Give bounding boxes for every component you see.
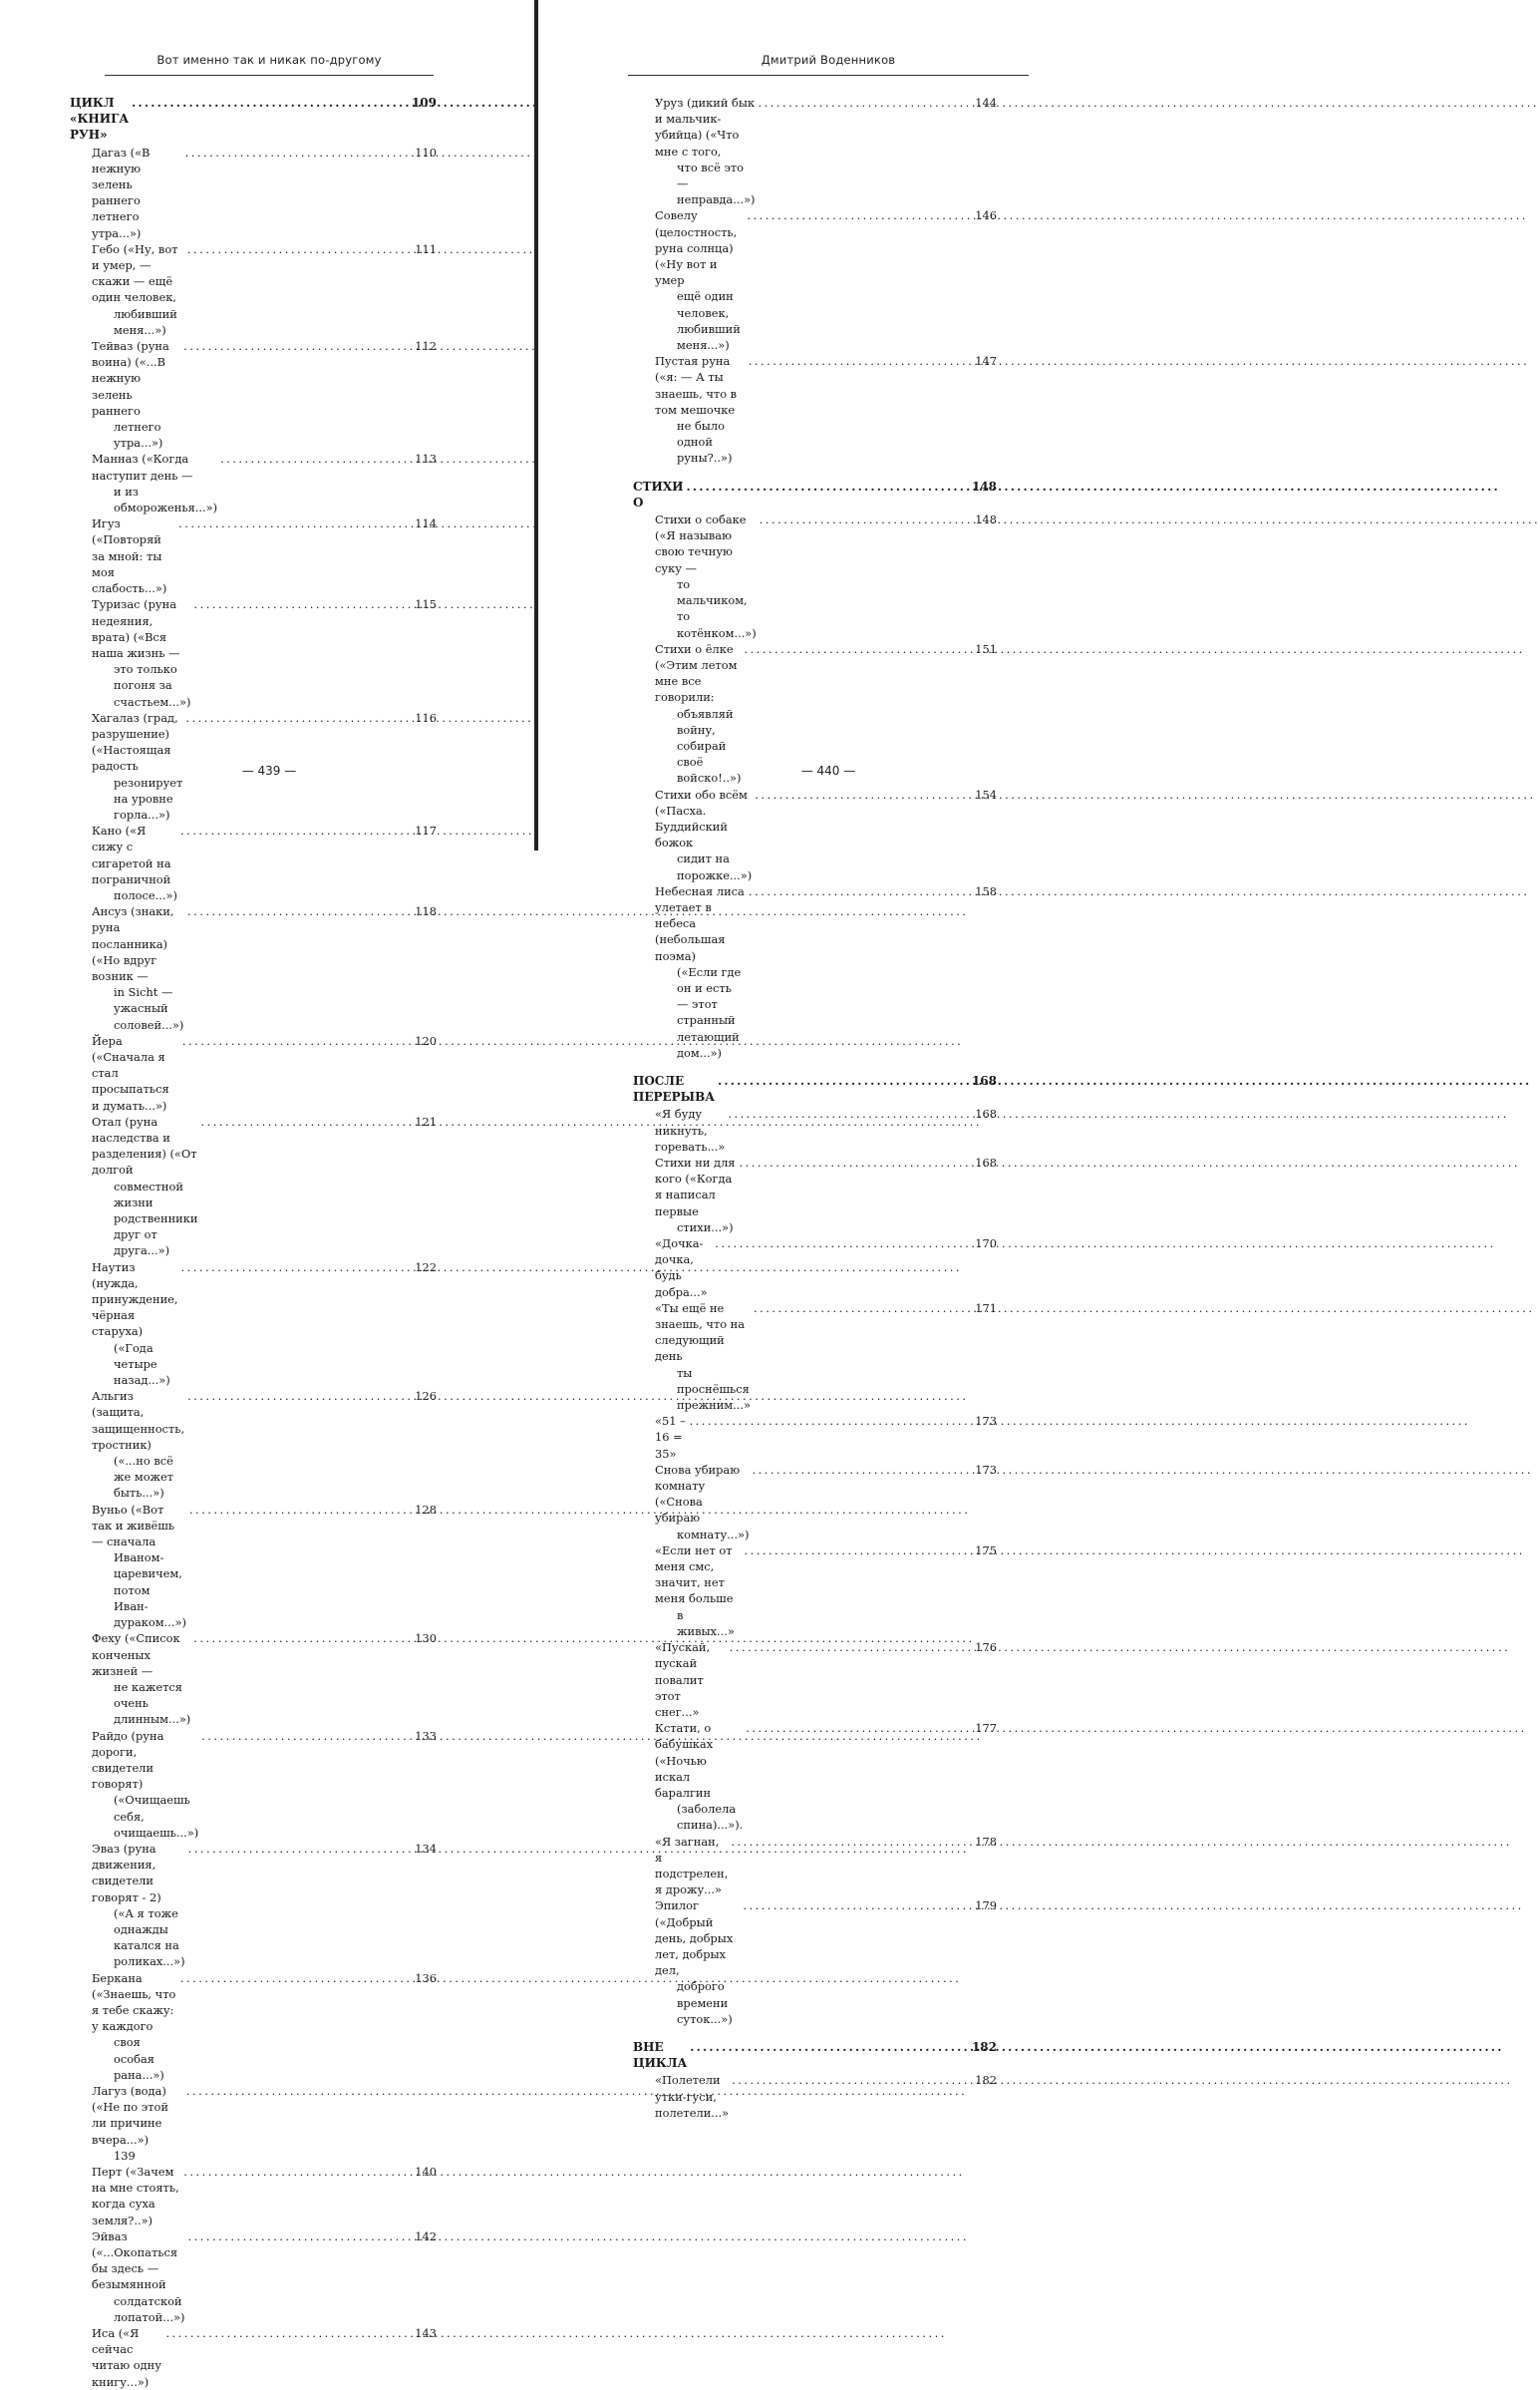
- toc-entry-page: 126: [415, 1389, 437, 1404]
- toc-entry: [70, 2325, 437, 2390]
- toc-entry: [633, 95, 997, 207]
- toc-entry-line: не кажется очень длинным...»): [114, 1679, 191, 1727]
- toc-entry-line: Дагаз («В нежную зелень раннего летнего утра...»): [92, 145, 151, 240]
- toc-entry: [633, 1106, 997, 1155]
- toc-entry: [633, 2072, 997, 2121]
- toc-leader-dots: [178, 515, 412, 531]
- toc-entry-line: стихи...»): [677, 1219, 734, 1234]
- toc-leader-dots: [187, 1388, 412, 1404]
- toc-entry-line: («Если где он и есть — этот странный летающий: [677, 964, 742, 1044]
- toc-entry-line: («Очищаешь себя, очищаешь...»): [114, 1793, 199, 1840]
- toc-entry-title: [655, 1462, 750, 1542]
- toc-leader-dots: [743, 1897, 972, 1913]
- toc-entry: [633, 1235, 997, 1300]
- toc-entry-line: комнату...»): [677, 1527, 750, 1541]
- toc-entry-page: 134: [415, 1841, 437, 1856]
- toc-entry-line: Тейваз (руна воина) («...В нежную зелень раннего: [92, 339, 169, 418]
- toc-section-page: 109: [411, 96, 437, 110]
- toc-leader-dots: [686, 479, 968, 495]
- toc-entry: [70, 596, 437, 709]
- toc-leader-dots: [747, 207, 972, 223]
- toc-entry-line: Кстати, о бабушках («Ночью искал баралгин: [655, 1721, 714, 1800]
- toc-section: [633, 1073, 997, 2027]
- toc-entry-title: [655, 2072, 729, 2121]
- toc-entry-page: 114: [415, 516, 437, 531]
- toc-entry: [633, 512, 997, 641]
- toc-entry-line: то мальчиком, то котёнком...»): [677, 576, 757, 640]
- toc-leader-dots: [753, 1462, 973, 1478]
- toc-entry-line: («Года четыре назад...»): [114, 1340, 170, 1388]
- toc-leader-dots: [180, 1970, 412, 1986]
- toc-entry-page: 182: [975, 2073, 997, 2088]
- toc-leader-dots: [181, 1259, 413, 1275]
- toc-entry-title: [655, 1300, 751, 1413]
- toc-section-title: ВНЕ ЦИКЛА: [633, 2039, 688, 2071]
- toc-entry-title: [655, 1639, 727, 1720]
- toc-entry-line: Стихи ни для кого («Когда я написал первые: [655, 1156, 736, 1218]
- toc-leader-dots: [220, 451, 412, 467]
- toc-section-title: ЦИКЛ «КНИГА РУН»: [70, 96, 130, 143]
- toc-leader-dots: [740, 1155, 973, 1171]
- toc-entry-page: 168: [975, 1156, 997, 1170]
- toc-entry-line: «Пускай, пускай повалит этот снег...»: [655, 1640, 711, 1719]
- toc-leader-dots: [188, 2228, 413, 2244]
- toc-leader-dots: [180, 823, 412, 839]
- toc-entry-line: и из обмороженья...»): [114, 484, 218, 515]
- toc-entry-line: Кано («Я сижу с сигаретой на пограничной: [92, 824, 171, 886]
- toc-entry: [70, 241, 437, 338]
- toc-leader-dots: [759, 95, 973, 111]
- toc-entry-page: 178: [975, 1834, 997, 1849]
- toc-entry: [70, 1970, 437, 2083]
- toc-entry-line: Перт («Зачем на мне стоять, когда суха земля?..»): [92, 2165, 179, 2227]
- toc-entry-title: [92, 241, 184, 338]
- toc-entry-page: 147: [975, 354, 997, 369]
- toc-entry-title: [92, 596, 190, 709]
- left-page-number: — 439 —: [241, 764, 297, 778]
- toc-section-page: 148: [971, 479, 997, 494]
- toc-entry-title: [92, 2083, 183, 2148]
- toc-entry-title: [92, 823, 177, 903]
- toc-entry-page: 136: [415, 1970, 437, 1985]
- toc-entry-line: «Дочка-дочка, будь добра...»: [655, 1236, 708, 1299]
- right-head-rule: [628, 75, 1029, 76]
- toc-entry-line: Игуз («Повторяй за мной: ты моя слабость...»): [92, 516, 167, 596]
- toc-entry-page: 110: [415, 145, 437, 160]
- toc-entry-title: [92, 1114, 197, 1259]
- toc-entry-line: in Sicht — ужасный соловей...»): [114, 985, 184, 1032]
- toc-entry-title: [655, 1542, 741, 1639]
- toc-leader-dots: [728, 1106, 972, 1122]
- toc-entry: [70, 903, 437, 1033]
- toc-entry-page: 179: [975, 1898, 997, 1913]
- toc-entry-page: 144: [975, 96, 997, 110]
- toc-section-page: 182: [971, 2039, 997, 2054]
- toc-leader-dots: [193, 596, 412, 612]
- toc-entry-page: 146: [975, 208, 997, 223]
- toc-leader-dots: [715, 1235, 972, 1251]
- toc-entry-line: это только погоня за счастьем...»): [114, 662, 191, 709]
- toc-entry-title: [92, 2164, 180, 2228]
- toc-entry-page: 176: [975, 1640, 997, 1655]
- toc-entry-page: 177: [975, 1721, 997, 1736]
- toc-entry-title: [655, 1897, 740, 2027]
- toc-entry-title: [92, 451, 217, 515]
- toc-leader-dots: [749, 883, 972, 899]
- left-page: [0, 0, 534, 2389]
- toc-entry-line: летнего утра...»): [114, 420, 163, 451]
- toc-entry-line: Туризас (руна недеяния, врата) («Вся наша жизнь —: [92, 597, 180, 660]
- toc-entry-page: 142: [415, 2228, 437, 2243]
- toc-entry-line: Эпилог («Добрый день, добрых лет, добрых дел,: [655, 1898, 734, 1978]
- toc-entry-page: 115: [415, 597, 437, 612]
- toc-entry: [633, 1462, 997, 1542]
- toc-entry-line: Стихи о ёлке («Этим летом мне все говорили:: [655, 641, 738, 705]
- toc-entry: [70, 338, 437, 451]
- toc-entry-page: 121: [415, 1114, 437, 1129]
- toc-entry-page: 154: [975, 787, 997, 802]
- toc-entry-line: Стихи о собаке («Я называю свою течную суку —: [655, 512, 747, 575]
- toc-entry-line: ещё один человек, любивший меня...»): [677, 289, 741, 353]
- toc-entry-line: что всё это — неправда...»): [677, 160, 756, 207]
- toc-entry-line: Эваз (руна движения, свидетели говорят - 2): [92, 1841, 161, 1904]
- toc-entry-title: [655, 207, 744, 353]
- toc-leader-dots: [749, 353, 972, 369]
- toc-entry-page: 173: [975, 1462, 997, 1477]
- toc-entry-title: [655, 787, 752, 883]
- toc-entry-title: [92, 515, 175, 596]
- toc-entry-page: 118: [415, 904, 437, 919]
- toc-entry-page: 143: [415, 2326, 437, 2341]
- toc-entry: [633, 207, 997, 353]
- toc-entry-page: 168: [975, 1107, 997, 1122]
- toc-leader-dots: [755, 787, 972, 803]
- toc-entry: [70, 823, 437, 903]
- left-table-of-contents: [70, 95, 437, 2390]
- toc-entry-line: Манназ («Когда наступит день —: [92, 452, 193, 483]
- toc-leader-dots: [193, 1630, 412, 1646]
- toc-leader-dots: [132, 95, 409, 111]
- toc-entry-line: совместной жизни родственники друг от друга...»): [114, 1179, 198, 1258]
- toc-entry-title: [92, 1259, 178, 1389]
- toc-entry-page: 116: [415, 710, 437, 725]
- toc-entry-line: доброго времени суток...»): [677, 1979, 733, 2026]
- toc-entry-line: «51 – 16 = 35»: [655, 1414, 686, 1461]
- toc-section-title: СТИХИ О: [633, 479, 684, 510]
- toc-entry-page: 112: [415, 339, 437, 354]
- toc-entry-page: 113: [415, 452, 437, 467]
- toc-entry-line: «Если нет от меня смс, значит, нет меня больше: [655, 1542, 734, 1606]
- toc-leader-dots: [744, 641, 972, 657]
- toc-entry-page: 173: [975, 1414, 997, 1429]
- toc-entry: [70, 1841, 437, 1970]
- toc-entry-page: 117: [415, 824, 437, 839]
- toc-entry-line: Гебо («Ну, вот и умер, — скажи — ещё один человек,: [92, 241, 178, 305]
- left-head-rule: [105, 75, 434, 76]
- toc-entry-line: Наутиз (нужда, принуждение, чёрная старуха): [92, 1259, 178, 1339]
- toc-leader-dots: [201, 1728, 412, 1744]
- toc-leader-dots: [200, 1114, 412, 1130]
- toc-section-heading: [633, 1073, 997, 1105]
- toc-entry-line: любивший меня...»): [114, 306, 177, 337]
- toc-entry-line: Вуньо («Вот так и живёшь — сначала: [92, 1502, 175, 1549]
- toc-section-heading: [633, 479, 997, 511]
- toc-leader-dots: [186, 2083, 434, 2099]
- toc-entry-page: 133: [415, 1728, 437, 1743]
- toc-section: [633, 2039, 997, 2121]
- toc-leader-dots: [187, 903, 412, 919]
- toc-leader-dots: [690, 1413, 973, 1429]
- right-page: [538, 0, 1075, 2120]
- toc-leader-dots: [183, 2164, 412, 2180]
- toc-entry-title: [655, 883, 746, 1061]
- toc-section-title: ПОСЛЕ ПЕРЕРЫВА: [633, 1073, 716, 1105]
- toc-entry: [70, 515, 437, 596]
- toc-entry-line: Отал (руна наследства и разделения) («От долгой: [92, 1114, 197, 1178]
- right-page-number: — 440 —: [800, 764, 856, 778]
- left-running-head: Вот именно так и никак по-другому: [156, 53, 382, 67]
- toc-entry-line: (заболела спина)...»).: [677, 1802, 744, 1833]
- toc-entry: [70, 1630, 437, 1727]
- toc-entry-line: Пустая руна («я: — А ты знаешь, что в том мешочке: [655, 354, 738, 417]
- toc-entry: [633, 1834, 997, 1898]
- toc-entry-title: [655, 353, 746, 466]
- toc-entry-line: Снова убираю комнату («Снова убираю: [655, 1462, 741, 1526]
- toc-entry: [633, 1542, 997, 1639]
- toc-leader-dots: [188, 1841, 413, 1857]
- toc-entry-title: [655, 95, 756, 207]
- toc-leader-dots: [183, 338, 412, 354]
- toc-entry-line: («А я тоже однажды катался на роликах...»): [114, 1905, 185, 1969]
- toc-entry-line: Йера («Сначала я стал просыпаться и думать...»): [92, 1033, 169, 1113]
- toc-leader-dots: [690, 2039, 969, 2055]
- toc-entry-title: [655, 512, 757, 641]
- right-table-of-contents: [633, 95, 997, 2121]
- toc-entry: [70, 1502, 437, 1631]
- toc-entry-title: [92, 1841, 185, 1970]
- toc-entry: [70, 2164, 437, 2228]
- toc-entry-title: [92, 2228, 185, 2325]
- toc-entry-title: [92, 1970, 177, 2083]
- toc-entry-title: [655, 1720, 743, 1833]
- toc-entry-page: 111: [415, 241, 437, 256]
- toc-entry-line: «Ты ещё не знаешь, что на следующий день: [655, 1300, 746, 1364]
- toc-entry-page: 120: [415, 1033, 437, 1048]
- toc-entry-line: («...но всё же может быть...»): [114, 1454, 174, 1501]
- toc-entry-line: сидит на порожке...»): [677, 852, 753, 882]
- toc-entry: [70, 1259, 437, 1389]
- toc-entry-line: Беркана («Знаешь, что я тебе скажу: у каждого: [92, 1970, 176, 2034]
- toc-entry-line: дом...»): [677, 1045, 723, 1060]
- toc-entry-line: полосе...»): [114, 887, 177, 902]
- toc-entry-title: [92, 1033, 179, 1114]
- toc-entry-line: в живых...»: [677, 1607, 735, 1638]
- toc-leader-dots: [746, 1720, 972, 1736]
- toc-entry-page: 151: [975, 641, 997, 656]
- toc-continued-entries: [633, 95, 997, 467]
- toc-entry: [633, 1897, 997, 2027]
- toc-entry-page: 148: [975, 512, 997, 527]
- toc-leader-dots: [718, 1073, 969, 1089]
- toc-entry: [633, 1413, 997, 1462]
- toc-section-heading: [70, 95, 437, 144]
- toc-leader-dots: [730, 1639, 972, 1655]
- toc-leader-dots: [189, 1502, 412, 1518]
- toc-entry-wrap: [70, 2083, 437, 2164]
- toc-entry-line: Хагалаз (град, разрушение) («Настоящая радость: [92, 710, 178, 774]
- toc-entry-line: Лагуз (вода) («Не по этой ли причине вчера...»): [92, 2083, 168, 2147]
- toc-entry-page: 140: [415, 2165, 437, 2179]
- toc-entry-title: [92, 903, 184, 1033]
- toc-entry-line: «Я буду никнуть, горевать...»: [655, 1107, 726, 1154]
- toc-entry-title: [92, 2325, 162, 2390]
- toc-entry-title: [655, 1155, 737, 1235]
- toc-leader-dots: [760, 512, 973, 527]
- toc-entry-line: Небесная лиса улетает в небеса (небольшая поэма): [655, 883, 745, 963]
- toc-entry: [633, 1300, 997, 1413]
- toc-entry-line: Райдо (руна дороги, свидетели говорят): [92, 1728, 164, 1792]
- toc-entry: [70, 451, 437, 515]
- toc-leader-dots: [187, 241, 412, 257]
- toc-section: [70, 95, 437, 2390]
- toc-entry: [633, 1720, 997, 1833]
- toc-entry-line: Альгиз (защита, защищенность, тростник): [92, 1389, 185, 1452]
- toc-entry-line: ты проснёшься прежним...»: [677, 1365, 751, 1413]
- toc-leader-dots: [732, 2072, 972, 2088]
- toc-entry-page: 171: [975, 1300, 997, 1315]
- toc-entry: [70, 145, 437, 241]
- toc-entry-line: Иваном-царевичем, потом Иван-дураком...»): [114, 1550, 186, 1630]
- toc-entry-title: [92, 1388, 184, 1501]
- toc-entry-page: 170: [975, 1236, 997, 1251]
- toc-entry-page: 130: [415, 1631, 437, 1646]
- toc-leader-dots: [731, 1834, 972, 1850]
- toc-entry: [70, 1388, 437, 1501]
- toc-entry: [70, 1114, 437, 1259]
- toc-entry-line: Совелу (целостность, руна солнца) («Ну вот и умер: [655, 208, 738, 288]
- toc-entry-title: [92, 338, 180, 451]
- toc-entry-line: Иса («Я сейчас читаю одну книгу...»): [92, 2326, 161, 2389]
- toc-entry-page: 122: [415, 1259, 437, 1274]
- toc-leader-dots: [185, 710, 412, 726]
- toc-entry: [633, 1155, 997, 1235]
- toc-entry-line: Феху («Список конченых жизней —: [92, 1631, 180, 1678]
- toc-entry: [633, 353, 997, 466]
- toc-entry-line: «Полетели утки-гуси, полетели...»: [655, 2073, 730, 2120]
- toc-entry: [70, 1728, 437, 1841]
- toc-leader-dots: [754, 1300, 972, 1316]
- toc-entry-line: не было одной руны?..»): [677, 419, 733, 466]
- toc-entry-line: резонирует на уровне горла...»): [114, 775, 183, 822]
- toc-entry-title: [92, 1630, 190, 1727]
- toc-entry-title: [655, 1413, 687, 1462]
- toc-entry-title: [655, 1235, 712, 1300]
- toc-entry-line: объявляй войну, собирай своё войско!..»): [677, 706, 742, 786]
- toc-leader-dots: [185, 145, 413, 161]
- toc-section-page: 168: [971, 1073, 997, 1088]
- toc-entry-line: Ансуз (знаки, руна посланника) («Но вдруг возник —: [92, 904, 174, 983]
- toc-entry-line: Уруз (дикий бык и мальчик-убийца) («Что мне с того,: [655, 96, 756, 159]
- toc-entry: [633, 883, 997, 1061]
- toc-section-heading: [633, 2039, 997, 2071]
- toc-entry-title: [655, 1834, 728, 1898]
- toc-entry-page: 128: [415, 1502, 437, 1517]
- toc-leader-dots: [744, 1542, 972, 1558]
- toc-entry: [633, 787, 997, 883]
- toc-entry-line: «Я загнан, я подстрелен, я дрожу...»: [655, 1834, 729, 1897]
- toc-leader-dots: [165, 2325, 412, 2341]
- toc-entry: [70, 2083, 437, 2148]
- toc-entry-page: 158: [975, 883, 997, 898]
- toc-entry-line: своя особая рана...»): [114, 2035, 164, 2082]
- toc-entry: [70, 1033, 437, 1114]
- toc-entry-line: солдатской лопатой...»): [114, 2293, 185, 2324]
- toc-leader-dots: [182, 1033, 412, 1049]
- toc-entry-title: [92, 1728, 198, 1841]
- toc-entry-page: 139: [114, 2148, 136, 2163]
- toc-entry: [70, 2228, 437, 2325]
- toc-entry-line: Стихи обо всём («Пасха. Буддийский божок: [655, 787, 748, 851]
- toc-entry-title: [655, 1106, 725, 1155]
- toc-entry-title: [92, 145, 182, 241]
- toc-entry: [633, 1639, 997, 1720]
- right-running-head: Дмитрий Воденников: [761, 53, 896, 67]
- toc-entry-page: 175: [975, 1542, 997, 1557]
- toc-entry-line: Эйваз («...Окопаться бы здесь — безымянной: [92, 2228, 178, 2292]
- toc-entry-title: [92, 1502, 186, 1631]
